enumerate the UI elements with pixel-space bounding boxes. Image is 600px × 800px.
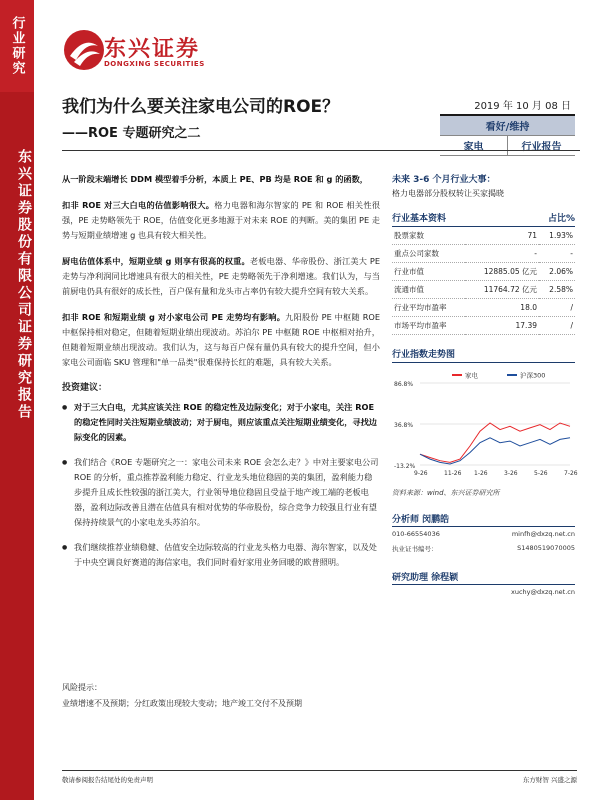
y-tick-label: -13.2% <box>394 463 416 470</box>
meta-box <box>440 95 575 156</box>
category-label: 行业研究 <box>0 0 34 92</box>
y-tick-label: 86.8% <box>394 381 414 388</box>
x-tick-label: 11-26 <box>444 470 462 477</box>
x-tick-label: 1-26 <box>474 470 488 477</box>
x-tick-label: 7-26 <box>564 470 578 477</box>
table-cell-label: 重点公司家数 <box>392 245 465 263</box>
table-cell-label: 行业平均市盈率 <box>392 299 465 317</box>
sidebar <box>0 0 34 800</box>
chart-heading: 行业指数走势图 <box>392 347 575 363</box>
risk-text: 业绩增速不及预期；分红政策出现较大变动；地产竣工交付不及预期 <box>62 699 302 708</box>
report-type-label: 行业报告 <box>508 136 575 156</box>
para-3: 厨电估值体系中，短期业绩 g 则享有很高的权重。老板电器、华帝股份、浙江美大 PE 走势与净利润同比增速具有很大的相关性，PE 走势略领先于净利增速。我们认为，与当前厨电仍具有很好的成长性，百户保有量和龙头市占率仍有较大提升空间有较大关系。 <box>62 256 381 296</box>
page-subtitle: ——ROE 专题研究之二 <box>62 126 201 141</box>
table-row <box>392 317 575 335</box>
logo-english: DONGXING SECURITIES <box>104 60 205 68</box>
analyst-heading: 分析师 闵鹏皓 <box>392 512 575 527</box>
para-4: 扣非 ROE 和短期业绩 g 对小家电公司 PE 走势均有影响。九阳股份 PE 中枢随 ROE 中枢保持相对稳定，但随着短期业绩出现波动。苏泊尔 PE 中枢随 ROE 中枢相对抬升，但随着短期业绩出现波动。我们认为，这与每百户保有量仍具有较大的提升空间，但小家电公司面临 SKU 管理和"单一品类"很难保持长红的难题，具有较大关系。 <box>62 312 380 367</box>
para-1: 从一阶段末端增长 DDM 模型着手分析，本质上 PE、PB 均是 ROE 和 g 的函数， <box>62 174 368 184</box>
company-label: 东兴证券股份有限公司证券研究报告 <box>16 149 32 421</box>
table-cell-pct: / <box>539 317 575 335</box>
rating-badge: 看好/维持 <box>440 116 575 136</box>
table-cell-value: - <box>465 245 539 263</box>
footer <box>62 770 577 784</box>
table-cell-label: 行业市值 <box>392 263 465 281</box>
table-cell-pct: 2.06% <box>539 263 575 281</box>
table-cell-value: 18.0 <box>465 299 539 317</box>
invest-bullet-3: ● 我们继续推荐业绩稳健、估值安全边际较高的行业龙头格力电器、海尔智家，以及处于中央空调良好赛道的海信家电，我们同时看好家用业务回暖的欧普照明。 <box>62 540 380 570</box>
assistant-contact: xuchy@dxzq.net.cn <box>510 588 575 596</box>
table-row <box>392 227 575 245</box>
report-date: 2019 年 10 月 08 日 <box>440 95 575 116</box>
industry-label: 家电 <box>440 136 508 156</box>
index-chart <box>392 367 578 482</box>
risk-heading: 风险提示： <box>62 683 102 692</box>
meta-row <box>440 136 575 156</box>
invest-bullet-1: ● 对于三大白电，尤其应该关注 ROE 的稳定性及边际变化；对于小家电，关注 ROE 的稳定性同时关注短期业绩波动；对于厨电，则应该重点关注短期业绩变化，寻找边际变化的因素。 <box>62 400 380 445</box>
table-row <box>392 281 575 299</box>
table-cell-value: 17.39 <box>465 317 539 335</box>
right-column <box>392 172 578 599</box>
table-cell-value: 11764.72 亿元 <box>465 281 539 299</box>
footer-disclaimer: 敬请参阅报告结尾处的免责声明 <box>62 776 153 784</box>
assistant-heading: 研究助理 徐程颖 <box>392 570 575 585</box>
logo-name: 东兴证券 <box>104 37 201 62</box>
expect-text: 格力电器部分股权转让买家揭晓 <box>392 189 504 198</box>
logo-circle-icon <box>64 30 104 70</box>
main-body <box>62 172 380 580</box>
series-line-1 <box>420 438 570 464</box>
y-tick-label: 36.8% <box>394 422 414 429</box>
invest-bullet-2: ● 我们结合《ROE 专题研究之一：家电公司未来 ROE 会怎么走？》中对主要家电公司 ROE 的分析，重点推荐盈利能力稳定、行业龙头地位稳固的美的集团，盈利能力稳步提升且成长性较强的浙江美大，行业领导地位稳固且受益于地产竣工端的老板电器，盈利边际改善且潜在估值具有相对优势的华帝股份，综合竞争力较强且行业有望保持持续景气的小家电龙头苏泊尔。 <box>62 455 380 530</box>
table-cell-value: 12885.05 亿元 <box>465 263 539 281</box>
expect-heading: 未来 3-6 个月行业大事： <box>392 175 496 185</box>
analyst-contact: 010-66554036 minfh@dxzq.net.cn <box>392 530 575 538</box>
legend-label: 家电 <box>465 371 478 380</box>
invest-heading: 投资建议： <box>62 383 108 393</box>
analyst-cert: 执业证书编号： S1480519070005 <box>392 544 575 553</box>
table-cell-label: 股票家数 <box>392 227 465 245</box>
page-title: 我们为什么要关注家电公司的ROE？ <box>62 97 340 117</box>
basic-table <box>392 227 575 335</box>
table-row <box>392 245 575 263</box>
basic-heading: 行业基本资料 占比% <box>392 211 575 227</box>
risk-section <box>62 680 572 712</box>
table-row <box>392 299 575 317</box>
table-row <box>392 263 575 281</box>
x-tick-label: 5-26 <box>534 470 548 477</box>
table-cell-pct: - <box>539 245 575 263</box>
x-tick-label: 3-26 <box>504 470 518 477</box>
table-cell-pct: 2.58% <box>539 281 575 299</box>
table-cell-pct: / <box>539 299 575 317</box>
para-2: 扣非 ROE 对三大白电的估值影响很大。格力电器和海尔智家的 PE 和 ROE 相关性很强，PE 走势略领先于 ROE，估值变化更多地源于对未来 ROE 的判断。美的集团 PE 走势与短期业绩增速 g 也具有较大相关性。 <box>62 200 381 240</box>
x-tick-label: 9-26 <box>414 470 428 477</box>
legend-label: 沪深300 <box>520 371 546 380</box>
table-cell-pct: 1.93% <box>539 227 575 245</box>
divider <box>62 150 580 151</box>
chart-source: 资料来源：wind、东兴证券研究所 <box>392 489 500 497</box>
table-cell-value: 71 <box>465 227 539 245</box>
footer-slogan: 东方财智 兴盛之源 <box>522 776 577 784</box>
table-cell-label: 市场平均市盈率 <box>392 317 465 335</box>
table-cell-label: 流通市值 <box>392 281 465 299</box>
